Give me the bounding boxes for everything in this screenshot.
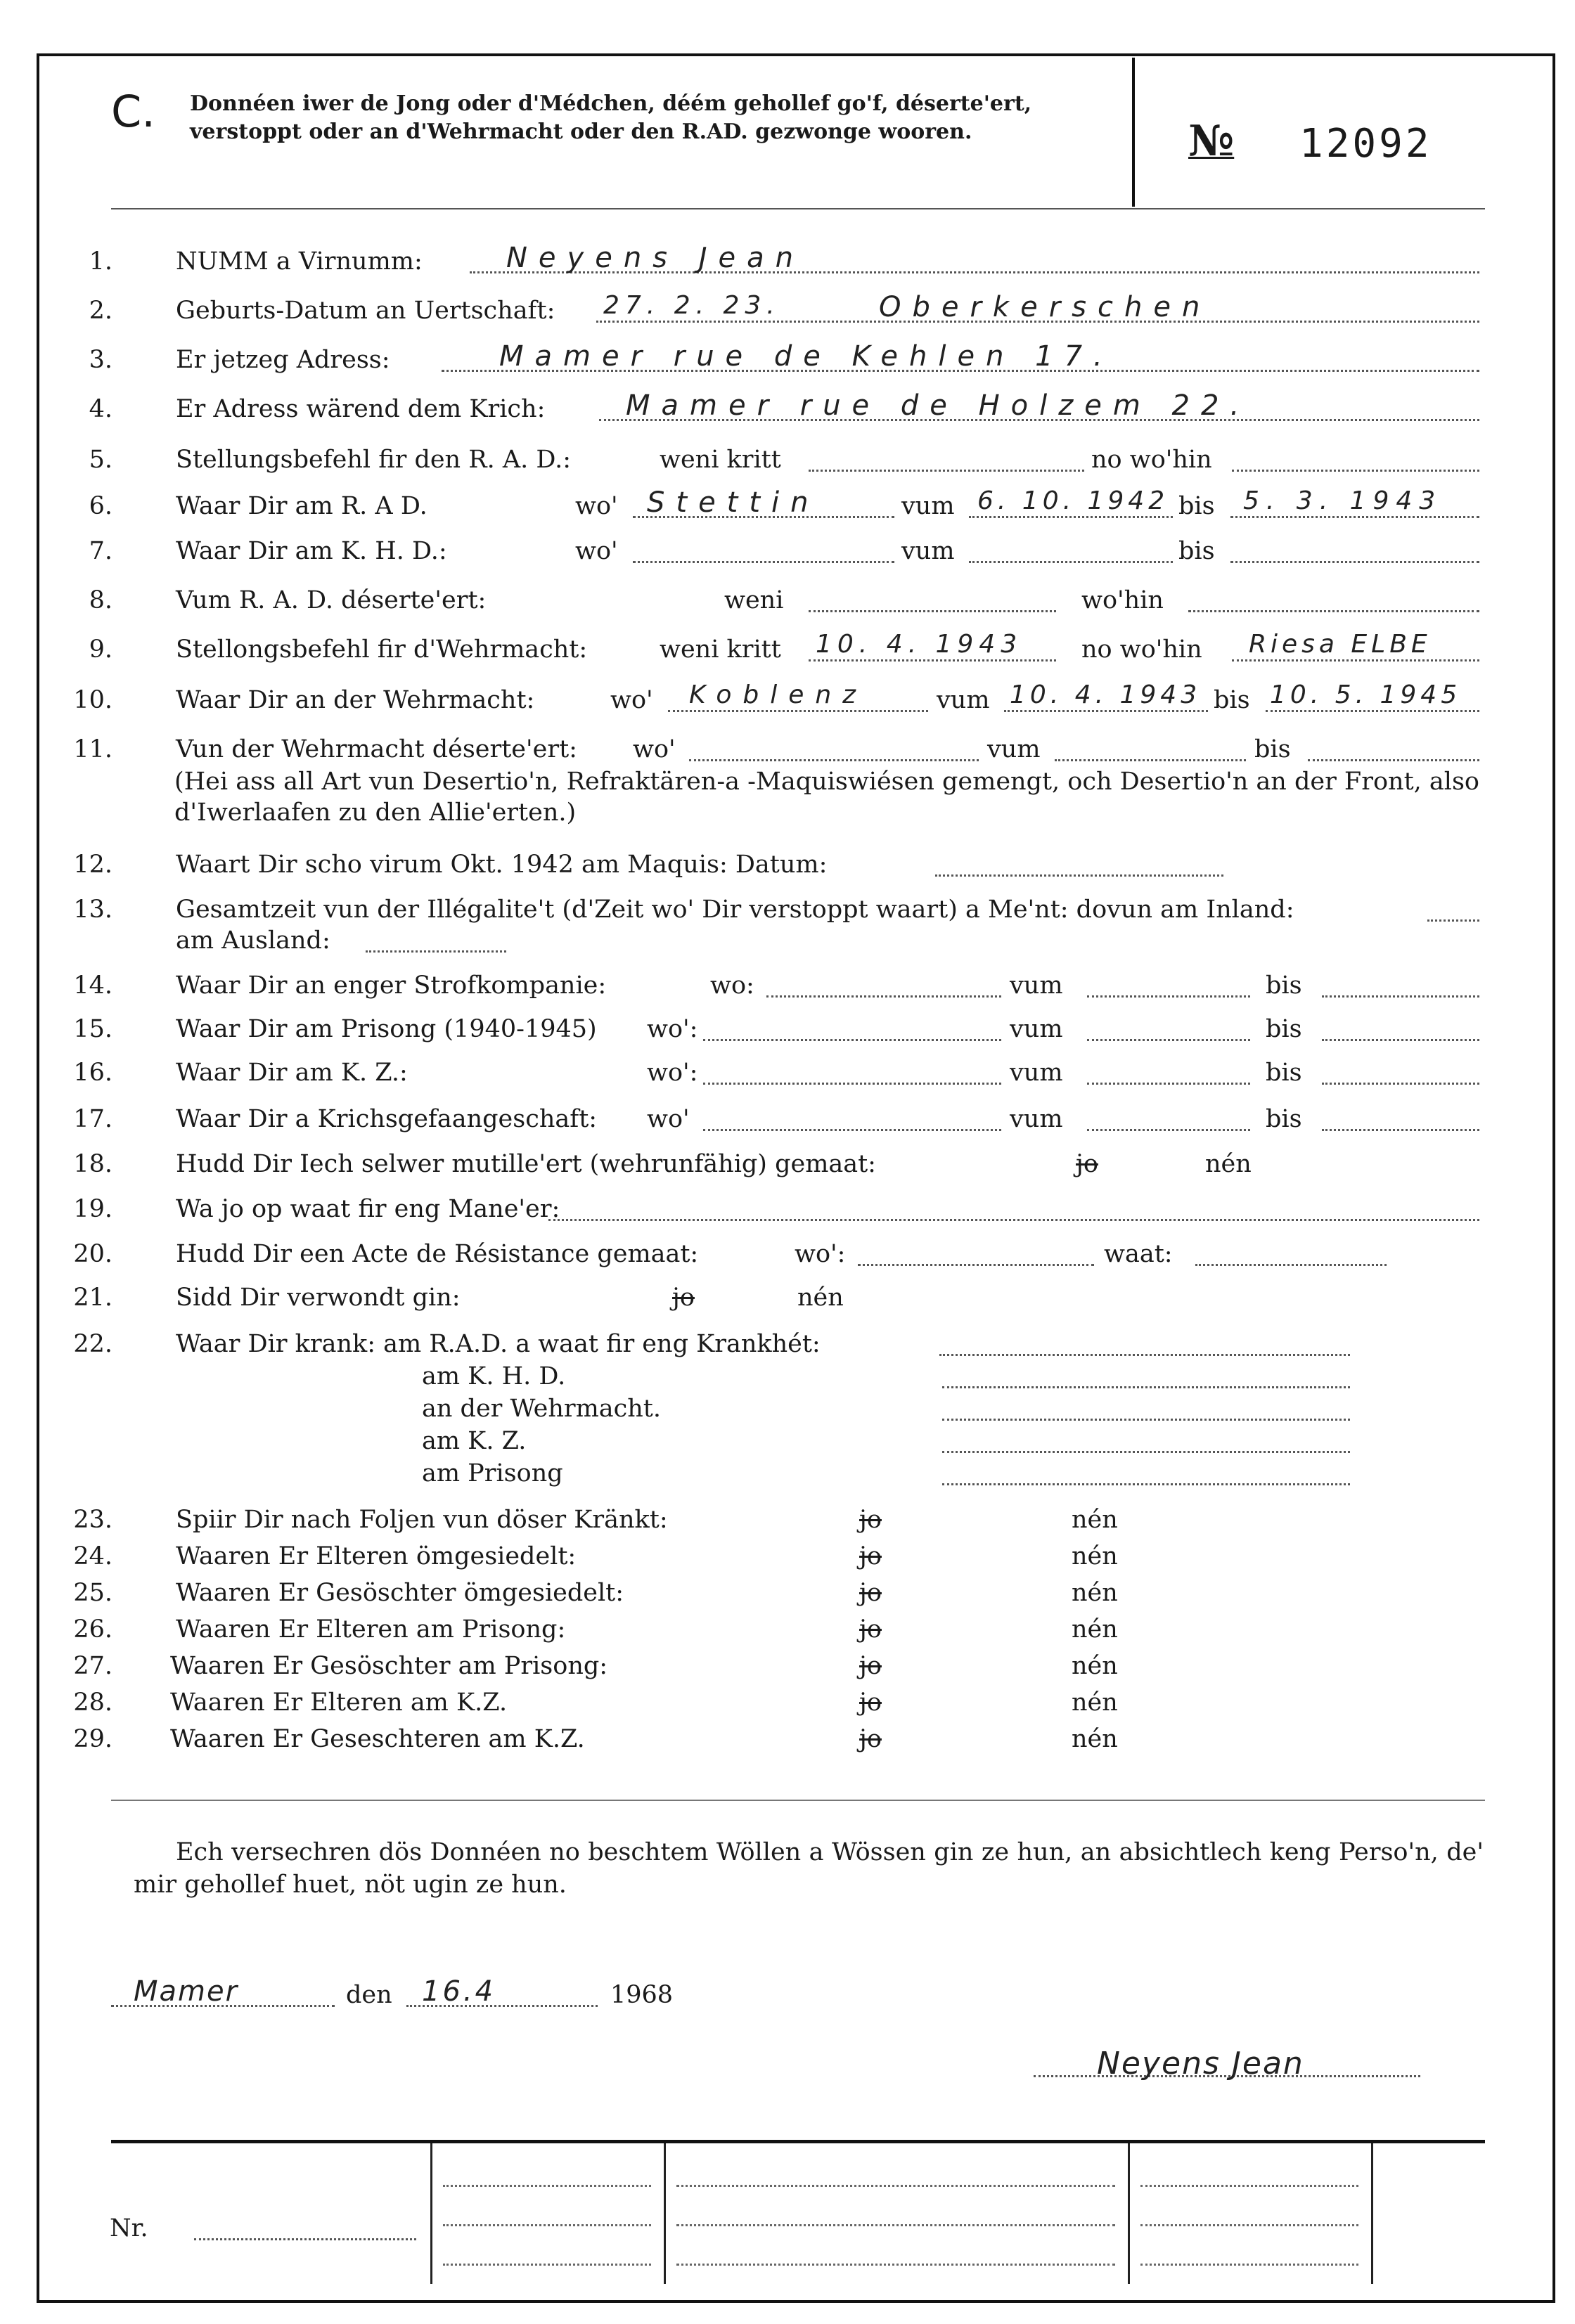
footer-rule <box>111 2140 1485 2143</box>
field-row-13 <box>0 896 1575 928</box>
field-row-16 <box>0 1059 1575 1091</box>
row-number: 20. <box>73 1240 112 1268</box>
wo-label: wo' <box>633 735 676 763</box>
wo-field[interactable] <box>633 537 894 563</box>
footer-divider <box>664 2143 666 2284</box>
vum-label: vum <box>901 492 955 520</box>
bis-label: bis <box>1266 971 1302 1000</box>
bis-field[interactable] <box>1322 971 1479 998</box>
wo-label: wo' <box>575 492 618 520</box>
weni-label: weni kritt <box>660 446 781 474</box>
wohin-field[interactable] <box>1188 586 1479 612</box>
handwritten-wehrmacht-from: 10. 4. 1943 <box>1010 680 1202 709</box>
field-row-2 <box>0 291 1575 329</box>
row-number: 12. <box>73 851 112 879</box>
field-row-22 <box>0 1330 1575 1362</box>
vum-label: vum <box>901 537 955 565</box>
wo-label: wo' <box>575 537 618 565</box>
field-row-28 <box>0 1689 1575 1721</box>
header-divider <box>1132 58 1135 207</box>
row-number: 6. <box>89 492 112 520</box>
field-label: Waaren Er Gesöschter am Prisong: <box>170 1652 608 1680</box>
field-label: Waar Dir a Krichsgefaangeschaft: <box>176 1105 598 1133</box>
nen-option[interactable]: nén <box>1072 1579 1118 1607</box>
field-label: Waar Dir krank: am R.A.D. a waat fir eng Krankhét: <box>176 1330 821 1358</box>
year-label: 1968 <box>610 1981 674 2009</box>
field-label: Spiir Dir nach Foljen vun döser Kränkt: <box>176 1506 668 1534</box>
row-number: 7. <box>89 537 112 565</box>
weni-field[interactable] <box>809 586 1056 612</box>
field-row-22d <box>0 1459 1575 1492</box>
vum-label: vum <box>937 686 990 714</box>
nr-field[interactable] <box>194 2214 416 2240</box>
weni-label: weni <box>724 586 784 614</box>
section-letter: C. <box>111 86 155 137</box>
number-label: № <box>1188 117 1235 166</box>
row-number: 28. <box>73 1689 112 1717</box>
wo-label: wo' <box>610 686 653 714</box>
row-number: 1. <box>89 247 112 276</box>
nen-option[interactable]: nén <box>1205 1150 1252 1178</box>
row-number: 4. <box>89 395 112 423</box>
field-row-4 <box>0 389 1575 427</box>
illness-prisong-field[interactable] <box>942 1459 1350 1485</box>
field-row-14 <box>0 971 1575 1004</box>
handwritten-rad-place: Stettin <box>647 486 820 519</box>
bis-label: bis <box>1266 1015 1302 1043</box>
row-number: 22. <box>73 1330 112 1358</box>
field-row-9 <box>0 630 1575 668</box>
row-number: 13. <box>73 896 112 924</box>
handwritten-birth-date: 27. 2. 23. <box>603 291 780 320</box>
nen-option[interactable]: nén <box>1072 1615 1118 1644</box>
jo-option-crossed[interactable]: jo <box>859 1689 882 1717</box>
vum-field[interactable] <box>969 537 1173 563</box>
field-row-12 <box>0 851 1575 883</box>
field-row-10 <box>0 680 1575 718</box>
vum-label: vum <box>1010 1105 1063 1133</box>
vum-label: vum <box>987 735 1041 763</box>
jo-option-crossed[interactable]: jo <box>672 1284 695 1312</box>
field-row-22c <box>0 1427 1575 1459</box>
field-row-20 <box>0 1240 1575 1272</box>
field-row-18 <box>0 1150 1575 1182</box>
field-label: Hudd Dir Iech selwer mutille'ert (wehrunfähig) gemaat: <box>176 1150 876 1178</box>
row-number: 25. <box>73 1579 112 1607</box>
bis-field[interactable] <box>1322 1105 1479 1131</box>
row-number: 11. <box>73 735 112 763</box>
wo-label: wo': <box>647 1015 698 1043</box>
section-rule <box>111 1800 1485 1801</box>
field-label: Wa jo op waat fir eng Mane'er: <box>176 1195 560 1223</box>
field-label: Er Adress wärend dem Krich: <box>176 395 546 423</box>
wo-field[interactable] <box>703 1059 1001 1085</box>
handwritten-place: Mamer <box>134 1975 239 2008</box>
row-number: 9. <box>89 635 112 664</box>
handwritten-date: 16.4 <box>422 1975 496 2008</box>
field-label: Waar Dir am K. H. D.: <box>176 537 447 565</box>
field-row-13b <box>0 927 1575 959</box>
wohin-field[interactable] <box>1232 446 1479 472</box>
waat-field[interactable] <box>1195 1240 1387 1266</box>
jo-option-crossed[interactable]: jo <box>859 1615 882 1644</box>
field-row-5 <box>0 446 1575 478</box>
handwritten-birth-place: Oberkerschen <box>879 291 1211 323</box>
bis-field[interactable] <box>1308 735 1479 761</box>
row-number: 8. <box>89 586 112 614</box>
field-label: Stellungsbefehl fir den R. A. D.: <box>176 446 572 474</box>
field-row-25 <box>0 1579 1575 1611</box>
handwritten-war-address: Mamer rue de Holzem 22. <box>626 389 1251 422</box>
manner-field[interactable] <box>548 1195 1479 1221</box>
footer-field[interactable] <box>676 2262 1115 2266</box>
vum-field[interactable] <box>1055 735 1246 761</box>
field-row-22b <box>0 1395 1575 1427</box>
bis-label: bis <box>1266 1105 1302 1133</box>
bis-label: bis <box>1254 735 1291 763</box>
field-label: Waar Dir am K. Z.: <box>176 1059 408 1087</box>
wohin-label: no wo'hin <box>1091 446 1212 474</box>
wo-field[interactable] <box>703 1105 1001 1131</box>
vum-label: vum <box>1010 1059 1063 1087</box>
jo-option-crossed[interactable]: jo <box>859 1652 882 1680</box>
wo-label: wo: <box>710 971 754 1000</box>
handwritten-current-address: Mamer rue de Kehlen 17. <box>499 340 1114 373</box>
vum-field[interactable] <box>1087 1105 1250 1131</box>
declaration-text: Ech versechren dös Donnéen no beschtem Wöllen a Wössen gin ze hun, an absichtlech keng Perso'n, de' mir gehollef huet, nöt ugin ze hun. <box>134 1838 1484 1899</box>
field-label: Geburts-Datum an Uertschaft: <box>176 297 555 325</box>
field-label: Waaren Er Gesöschter ömgesiedelt: <box>176 1579 624 1607</box>
illness-khd-field[interactable] <box>942 1362 1350 1388</box>
desertion-note: (Hei ass all Art vun Desertio'n, Refraktären-a -Maquiswiésen gemengt, och Desertio'n an der Front, also d'Iwerlaafen zu den Allie'erten.) <box>174 768 1479 827</box>
sub-label: am K. Z. <box>422 1427 527 1455</box>
sub-label: am Prisong <box>422 1459 563 1487</box>
field-row-11 <box>0 735 1575 768</box>
row-number: 29. <box>73 1725 112 1753</box>
handwritten-rad-from: 6. 10. 1942 <box>977 486 1169 515</box>
bis-label: bis <box>1178 492 1215 520</box>
field-row-6 <box>0 486 1575 524</box>
weni-field[interactable] <box>809 446 1084 472</box>
field-label: Waaren Er Geseschteren am K.Z. <box>170 1725 585 1753</box>
field-row-8 <box>0 586 1575 619</box>
form-number: 12092 <box>1299 121 1432 167</box>
wohin-label: wo'hin <box>1081 586 1164 614</box>
row-number: 2. <box>89 297 112 325</box>
vum-field[interactable] <box>1087 1059 1250 1085</box>
field-row-1 <box>0 242 1575 280</box>
field-row-21 <box>0 1284 1575 1316</box>
nen-option[interactable]: nén <box>1072 1542 1118 1570</box>
nen-option[interactable]: nén <box>1072 1506 1118 1534</box>
field-label: Waaren Er Elteren am K.Z. <box>170 1689 508 1717</box>
jo-option-crossed[interactable]: jo <box>859 1506 882 1534</box>
illness-rad-field[interactable] <box>939 1330 1350 1356</box>
vum-label: vum <box>1010 1015 1063 1043</box>
den-label: den <box>346 1981 392 2009</box>
handwritten-order-date: 10. 4. 1943 <box>816 630 1023 659</box>
jo-option-crossed[interactable]: jo <box>859 1579 882 1607</box>
bis-label: bis <box>1266 1059 1302 1087</box>
row-number: 17. <box>73 1105 112 1133</box>
jo-option-crossed[interactable]: jo <box>859 1725 882 1753</box>
field-label: Er jetzeg Adress: <box>176 346 390 374</box>
vum-field[interactable] <box>1087 971 1250 998</box>
illness-wehrmacht-field[interactable] <box>942 1395 1350 1421</box>
field-label: Waaren Er Elteren ömgesiedelt: <box>176 1542 577 1570</box>
handwritten-wehrmacht-place: Koblenz <box>689 680 868 709</box>
footer-field[interactable] <box>676 2223 1115 2226</box>
field-row-15 <box>0 1015 1575 1047</box>
handwritten-rad-to: 5. 3. 1943 <box>1243 486 1443 515</box>
field-row-17 <box>0 1105 1575 1137</box>
field-row-7 <box>0 537 1575 569</box>
wo-field[interactable] <box>689 735 979 761</box>
field-row-3 <box>0 340 1575 378</box>
vum-field[interactable] <box>1087 1015 1250 1041</box>
row-number: 19. <box>73 1195 112 1223</box>
field-label: Hudd Dir een Acte de Résistance gemaat: <box>176 1240 699 1268</box>
row-number: 5. <box>89 446 112 474</box>
nen-option[interactable]: nén <box>1072 1689 1118 1717</box>
illness-kz-field[interactable] <box>942 1427 1350 1453</box>
field-row-23 <box>0 1506 1575 1538</box>
footer-field[interactable] <box>1140 2223 1358 2226</box>
wo-label: wo': <box>647 1059 698 1087</box>
handwritten-order-place: Riesa ELBE <box>1249 630 1432 659</box>
wo-label: wo' <box>647 1105 690 1133</box>
footer-nr-row <box>0 2214 1575 2247</box>
footer-field[interactable] <box>1140 2183 1358 2187</box>
jo-option-crossed[interactable]: jo <box>859 1542 882 1570</box>
form-title: Donnéen iwer de Jong oder d'Médchen, déém gehollef go'f, déserte'ert, verstoppt oder an d'Wehrmacht oder den R.AD. gezwonge wooren. <box>190 91 1032 144</box>
wo-label: wo': <box>795 1240 846 1268</box>
footer-field[interactable] <box>1140 2262 1358 2266</box>
nen-option[interactable]: nén <box>797 1284 844 1312</box>
field-label: Waart Dir scho virum Okt. 1942 am Maquis: Datum: <box>176 851 828 879</box>
header-rule <box>111 208 1485 209</box>
wohin-label: no wo'hin <box>1081 635 1202 664</box>
wo-field[interactable] <box>766 971 1001 998</box>
waat-label: waat: <box>1104 1240 1173 1268</box>
signature-row <box>0 2046 1575 2084</box>
row-number: 16. <box>73 1059 112 1087</box>
field-label: am Ausland: <box>176 927 330 955</box>
weni-label: weni kritt <box>660 635 781 664</box>
nen-option[interactable]: nén <box>1072 1652 1118 1680</box>
abroad-field[interactable] <box>366 927 506 953</box>
field-row-29 <box>0 1725 1575 1757</box>
row-number: 18. <box>73 1150 112 1178</box>
footer-field[interactable] <box>443 2223 651 2226</box>
field-row-27 <box>0 1652 1575 1684</box>
field-label: Gesamtzeit vun der Illégalite't (d'Zeit wo' Dir verstoppt waart) a Me'nt: dovun am Inland: <box>176 896 1294 924</box>
wo-field[interactable] <box>703 1015 1001 1041</box>
footer-divider <box>430 2143 432 2284</box>
bis-field[interactable] <box>1322 1015 1479 1041</box>
row-number: 15. <box>73 1015 112 1043</box>
row-number: 27. <box>73 1652 112 1680</box>
footer-divider <box>1128 2143 1130 2284</box>
footer-field[interactable] <box>443 2262 651 2266</box>
row-number: 26. <box>73 1615 112 1644</box>
field-row-22a <box>0 1362 1575 1395</box>
row-number: 10. <box>73 686 112 714</box>
field-label: NUMM a Virnumm: <box>176 247 423 276</box>
maquis-date-field[interactable] <box>935 851 1223 877</box>
field-label: Sidd Dir verwondt gin: <box>176 1284 461 1312</box>
handwritten-wehrmacht-to: 10. 5. 1945 <box>1270 680 1462 709</box>
footer-field[interactable] <box>676 2183 1115 2187</box>
jo-option-crossed[interactable]: jo <box>1076 1150 1098 1178</box>
footer-field[interactable] <box>443 2183 651 2187</box>
bis-field[interactable] <box>1322 1059 1479 1085</box>
field-row-24 <box>0 1542 1575 1575</box>
field-label: Vun der Wehrmacht déserte'ert: <box>176 735 577 763</box>
row-number: 24. <box>73 1542 112 1570</box>
field-label: Waar Dir am Prisong (1940-1945) <box>176 1015 597 1043</box>
footer-divider <box>1371 2143 1373 2284</box>
row-number: 21. <box>73 1284 112 1312</box>
field-label: Stellongsbefehl fir d'Wehrmacht: <box>176 635 588 664</box>
handwritten-name: Neyens Jean <box>506 242 804 274</box>
field-label: Vum R. A. D. déserte'ert: <box>176 586 487 614</box>
field-label: Waar Dir am R. A D. <box>176 492 428 520</box>
bis-label: bis <box>1214 686 1250 714</box>
field-row-19 <box>0 1195 1575 1227</box>
field-label: Waar Dir an der Wehrmacht: <box>176 686 535 714</box>
nen-option[interactable]: nén <box>1072 1725 1118 1753</box>
field-label: Waaren Er Elteren am Prisong: <box>176 1615 566 1644</box>
wo-field[interactable] <box>858 1240 1094 1266</box>
field-label: Waar Dir an enger Strofkompanie: <box>176 971 607 1000</box>
row-number: 3. <box>89 346 112 374</box>
handwritten-signature: Neyens Jean <box>1097 2046 1304 2081</box>
nr-label: Nr. <box>110 2214 148 2242</box>
sub-label: an der Wehrmacht. <box>422 1395 662 1423</box>
row-number: 23. <box>73 1506 112 1534</box>
field-row-26 <box>0 1615 1575 1648</box>
bis-label: bis <box>1178 537 1215 565</box>
inland-field[interactable] <box>1427 896 1479 922</box>
vum-label: vum <box>1010 971 1063 1000</box>
bis-field[interactable] <box>1230 537 1479 563</box>
sub-label: am K. H. D. <box>422 1362 566 1390</box>
row-number: 14. <box>73 971 112 1000</box>
place-date-row <box>0 1975 1575 2013</box>
